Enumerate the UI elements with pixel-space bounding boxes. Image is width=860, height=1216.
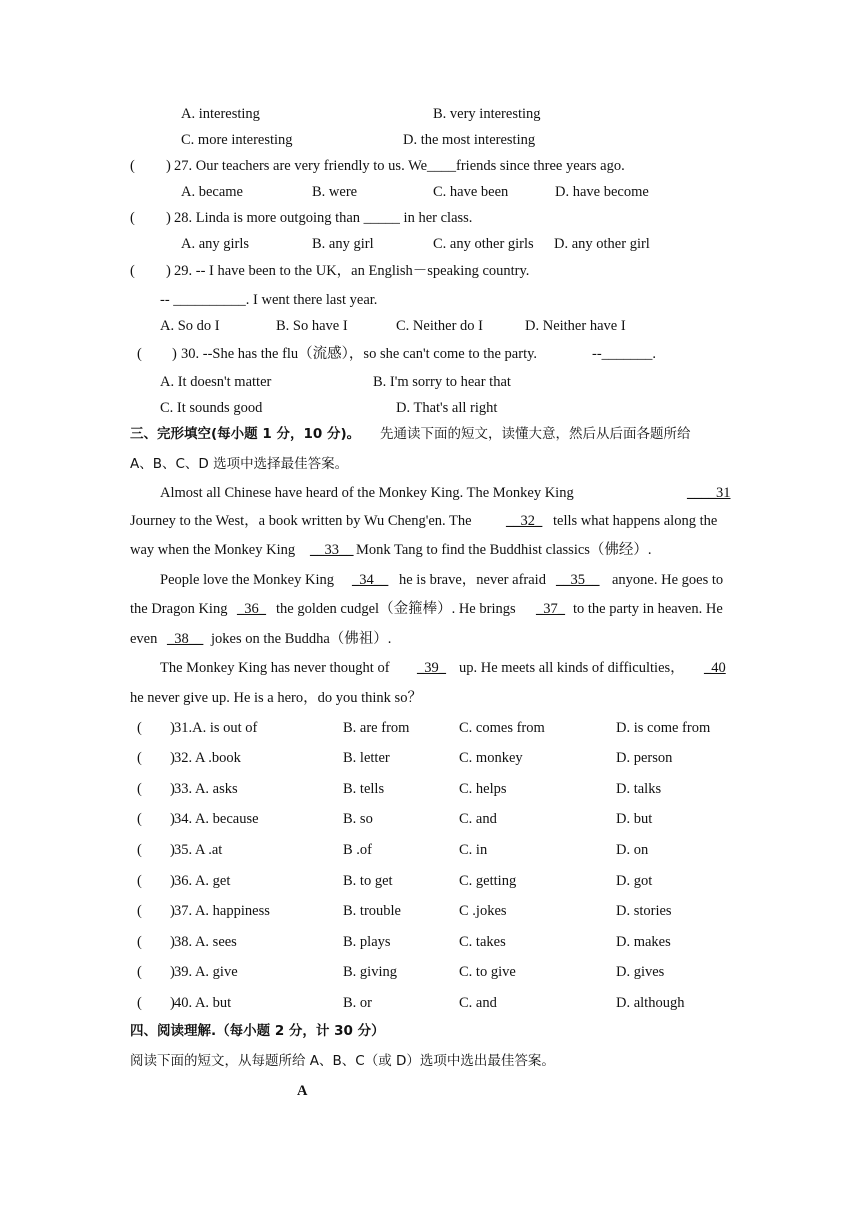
cloze-option-b: B. to get <box>343 873 393 889</box>
passage-p2-line-2-mid: the golden cudgel（金箍棒）. He brings <box>276 601 516 617</box>
q30-option-b: B. I'm sorry to hear that <box>373 374 511 390</box>
cloze-option-d: D. but <box>616 811 653 827</box>
cloze-option-a: 39. A. give <box>174 964 238 980</box>
q28-option-a: A. any girls <box>181 236 250 252</box>
cloze-paren-close: ) <box>170 781 175 797</box>
q27-option-a: A. became <box>181 184 243 200</box>
cloze-option-d: D. although <box>616 995 685 1011</box>
cloze-option-c: C. to give <box>459 964 516 980</box>
cloze-option-c: C. helps <box>459 781 507 797</box>
cloze-option-a: 37. A. happiness <box>174 903 270 919</box>
q30-answer-paren-open: ( <box>137 346 142 362</box>
q26-option-a: A. interesting <box>181 106 260 122</box>
blank-33: __33__ <box>310 542 354 558</box>
q30-reply: --_______. <box>592 346 657 362</box>
cloze-option-c: C. and <box>459 995 497 1011</box>
passage-p3-line-1-start: The Monkey King has never thought of <box>160 660 390 676</box>
cloze-paren-open: ( <box>137 750 142 766</box>
q29-option-b: B. So have I <box>276 318 348 334</box>
cloze-paren-close: ) <box>170 995 175 1011</box>
cloze-paren-close: ) <box>170 811 175 827</box>
q29-option-d: D. Neither have I <box>525 318 626 334</box>
cloze-option-a: 35. A .at <box>174 842 223 858</box>
cloze-option-d: D. is come from <box>616 720 711 736</box>
cloze-option-c: C .jokes <box>459 903 507 919</box>
cloze-option-b: B. giving <box>343 964 397 980</box>
passage-p1-line-2-start: Journey to the West，a book written by Wu Cheng'en. The <box>130 513 472 529</box>
passage-p2-line-2-start: the Dragon King <box>130 601 228 617</box>
cloze-paren-open: ( <box>137 811 142 827</box>
cloze-option-b: B. letter <box>343 750 390 766</box>
cloze-paren-close: ) <box>170 842 175 858</box>
q28-answer-paren-open: ( <box>130 210 135 226</box>
cloze-option-b: B. trouble <box>343 903 401 919</box>
passage-p1-line-3-start: way when the Monkey King <box>130 542 296 558</box>
cloze-option-d: D. on <box>616 842 649 858</box>
cloze-paren-close: ) <box>170 873 175 889</box>
q28-option-c: C. any other girls <box>433 236 534 252</box>
cloze-paren-open: ( <box>137 964 142 980</box>
blank-31: ____31 <box>687 485 731 501</box>
q26-option-b: B. very interesting <box>433 106 541 122</box>
cloze-option-d: D. person <box>616 750 673 766</box>
q27-stem: 27. Our teachers are very friendly to us. We____friends since three years ago. <box>174 158 625 174</box>
cloze-paren-close: ) <box>170 750 175 766</box>
cloze-option-a: 36. A. get <box>174 873 231 889</box>
q26-option-d: D. the most interesting <box>403 132 536 148</box>
blank-32: __32_ <box>506 513 543 529</box>
cloze-option-b: B. are from <box>343 720 410 736</box>
blank-36: _36_ <box>237 601 266 617</box>
q27-option-c: C. have been <box>433 184 509 200</box>
cloze-option-d: D. gives <box>616 964 665 980</box>
cloze-paren-open: ( <box>137 903 142 919</box>
cloze-option-b: B. plays <box>343 934 391 950</box>
cloze-paren-close: ) <box>170 903 175 919</box>
cloze-option-d: D. talks <box>616 781 662 797</box>
cloze-paren-open: ( <box>137 873 142 889</box>
q28-answer-paren-close: ) <box>166 210 171 226</box>
cloze-option-c: C. monkey <box>459 750 523 766</box>
passage-p1-line-1: Almost all Chinese have heard of the Monkey King. The Monkey King <box>160 485 574 501</box>
cloze-option-c: C. getting <box>459 873 517 889</box>
cloze-option-d: D. stories <box>616 903 672 919</box>
q28-option-b: B. any girl <box>312 236 374 252</box>
cloze-paren-open: ( <box>137 720 142 736</box>
blank-34: _34__ <box>352 572 389 588</box>
q27-option-b: B. were <box>312 184 358 200</box>
q27-option-d: D. have become <box>555 184 649 200</box>
blank-35: __35__ <box>556 572 600 588</box>
q26-option-c: C. more interesting <box>181 132 293 148</box>
passage-p1-line-3-end: Monk Tang to find the Buddhist classics（佛经）. <box>356 542 652 558</box>
cloze-option-a: 33. A. asks <box>174 781 238 797</box>
cloze-option-b: B. or <box>343 995 372 1011</box>
passage-p2-line-1-end: anyone. He goes to <box>612 572 724 588</box>
q28-option-d: D. any other girl <box>554 236 650 252</box>
cloze-option-b: B. tells <box>343 781 385 797</box>
q29-option-c: C. Neither do I <box>396 318 483 334</box>
section-3-instruction-line-1: 先通读下面的短文，读懂大意，然后从后面各题所给 <box>380 426 691 442</box>
q29-stem: 29. -- I have been to the UK，an English－speaking country. <box>174 263 530 279</box>
blank-39: _39_ <box>417 660 446 676</box>
cloze-paren-close: ) <box>170 934 175 950</box>
cloze-paren-close: ) <box>170 964 175 980</box>
blank-38: _38__ <box>167 631 204 647</box>
passage-p2-line-1-start: People love the Monkey King <box>160 572 334 588</box>
cloze-option-a: 32. A .book <box>174 750 241 766</box>
q29-answer-paren-open: ( <box>130 263 135 279</box>
section-4-heading: 四、阅读理解.（每小题 2 分，计 30 分） <box>130 1023 385 1039</box>
blank-40: _40 <box>704 660 726 676</box>
cloze-option-c: C. takes <box>459 934 506 950</box>
passage-p3-line-1-end: up. He meets all kinds of difficulties， <box>459 660 685 676</box>
passage-p3-line-2: he never give up. He is a hero，do you think so？ <box>130 690 422 706</box>
passage-p1-line-2-end: tells what happens along the <box>553 513 718 529</box>
cloze-option-b: B. so <box>343 811 373 827</box>
cloze-option-c: C. and <box>459 811 497 827</box>
passage-label: A <box>297 1083 308 1099</box>
cloze-option-a: 34. A. because <box>174 811 259 827</box>
cloze-option-c: C. in <box>459 842 488 858</box>
q30-option-a: A. It doesn't matter <box>160 374 272 390</box>
cloze-option-a: 38. A. sees <box>174 934 237 950</box>
section-4-instruction: 阅读下面的短文，从每题所给 A、B、C（或 D）选项中选出最佳答案。 <box>130 1053 555 1069</box>
passage-p2-line-2-end: to the party in heaven. He <box>573 601 723 617</box>
passage-p2-line-1-mid: he is brave，never afraid <box>399 572 546 588</box>
q29-answer-paren-close: ) <box>166 263 171 279</box>
q27-answer-paren-open: ( <box>130 158 135 174</box>
cloze-paren-close: ) <box>170 720 175 736</box>
q30-option-d: D. That's all right <box>396 400 498 416</box>
section-3-heading: 三、完形填空(每小题 1 分，10 分)。 <box>130 426 361 442</box>
cloze-paren-open: ( <box>137 842 142 858</box>
cloze-paren-open: ( <box>137 781 142 797</box>
cloze-option-b: B .of <box>343 842 372 858</box>
cloze-option-c: C. comes from <box>459 720 545 736</box>
section-3-instruction-line-2: A、B、C、D 选项中选择最佳答案。 <box>130 456 349 472</box>
cloze-paren-open: ( <box>137 995 142 1011</box>
cloze-option-a: 31.A. is out of <box>174 720 258 736</box>
cloze-option-a: 40. A. but <box>174 995 232 1011</box>
blank-37: _37_ <box>536 601 565 617</box>
passage-p2-line-3-end: jokes on the Buddha（佛祖）. <box>211 631 392 647</box>
q28-stem: 28. Linda is more outgoing than _____ in her class. <box>174 210 473 226</box>
q30-answer-paren-close: ) <box>172 346 177 362</box>
q29-option-a: A. So do I <box>160 318 220 334</box>
q30-stem: 30. --She has the flu（流感），so she can't come to the party. <box>181 346 538 362</box>
q27-answer-paren-close: ) <box>166 158 171 174</box>
cloze-option-d: D. got <box>616 873 653 889</box>
q29-reply: -- __________. I went there last year. <box>160 292 378 308</box>
passage-p2-line-3-start: even <box>130 631 158 647</box>
cloze-paren-open: ( <box>137 934 142 950</box>
q30-option-c: C. It sounds good <box>160 400 263 416</box>
cloze-option-d: D. makes <box>616 934 671 950</box>
